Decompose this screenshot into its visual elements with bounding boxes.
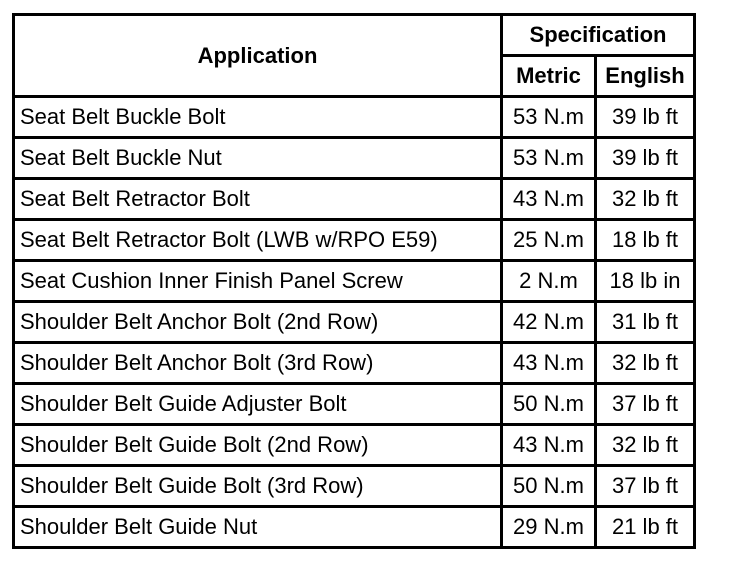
metric-cell: 50 N.m bbox=[503, 385, 594, 423]
application-cell: Shoulder Belt Anchor Bolt (2nd Row) bbox=[15, 303, 500, 341]
application-cell: Seat Belt Buckle Bolt bbox=[15, 98, 500, 136]
metric-cell: 43 N.m bbox=[503, 344, 594, 382]
application-cell: Shoulder Belt Anchor Bolt (3rd Row) bbox=[15, 344, 500, 382]
english-header: English bbox=[597, 57, 693, 95]
metric-cell: 29 N.m bbox=[503, 508, 594, 546]
table-row bbox=[15, 344, 693, 382]
english-cell: 31 lb ft bbox=[597, 303, 693, 341]
application-cell: Shoulder Belt Guide Adjuster Bolt bbox=[15, 385, 500, 423]
application-cell: Seat Belt Retractor Bolt (LWB w/RPO E59) bbox=[15, 221, 500, 259]
metric-cell: 43 N.m bbox=[503, 426, 594, 464]
application-cell: Seat Belt Buckle Nut bbox=[15, 139, 500, 177]
english-cell: 32 lb ft bbox=[597, 344, 693, 382]
english-cell: 37 lb ft bbox=[597, 467, 693, 505]
english-cell: 18 lb in bbox=[597, 262, 693, 300]
specification-header: Specification bbox=[503, 16, 693, 54]
table-row bbox=[15, 262, 693, 300]
table-row bbox=[15, 467, 693, 505]
application-cell: Seat Cushion Inner Finish Panel Screw bbox=[15, 262, 500, 300]
application-cell: Shoulder Belt Guide Bolt (3rd Row) bbox=[15, 467, 500, 505]
metric-cell: 43 N.m bbox=[503, 180, 594, 218]
application-header: Application bbox=[15, 16, 500, 95]
metric-cell: 42 N.m bbox=[503, 303, 594, 341]
table-row bbox=[15, 385, 693, 423]
metric-cell: 2 N.m bbox=[503, 262, 594, 300]
metric-cell: 53 N.m bbox=[503, 98, 594, 136]
table-row bbox=[15, 303, 693, 341]
english-cell: 21 lb ft bbox=[597, 508, 693, 546]
table-row bbox=[15, 426, 693, 464]
english-cell: 39 lb ft bbox=[597, 98, 693, 136]
metric-header: Metric bbox=[503, 57, 594, 95]
metric-cell: 25 N.m bbox=[503, 221, 594, 259]
table-row bbox=[15, 221, 693, 259]
metric-cell: 50 N.m bbox=[503, 467, 594, 505]
application-cell: Shoulder Belt Guide Nut bbox=[15, 508, 500, 546]
table-row bbox=[15, 139, 693, 177]
table-row bbox=[15, 180, 693, 218]
application-cell: Shoulder Belt Guide Bolt (2nd Row) bbox=[15, 426, 500, 464]
table-row bbox=[15, 508, 693, 546]
metric-cell: 53 N.m bbox=[503, 139, 594, 177]
table-row bbox=[15, 98, 693, 136]
english-cell: 37 lb ft bbox=[597, 385, 693, 423]
english-cell: 32 lb ft bbox=[597, 426, 693, 464]
english-cell: 32 lb ft bbox=[597, 180, 693, 218]
english-cell: 18 lb ft bbox=[597, 221, 693, 259]
english-cell: 39 lb ft bbox=[597, 139, 693, 177]
fastener-specification-table bbox=[12, 13, 696, 549]
application-cell: Seat Belt Retractor Bolt bbox=[15, 180, 500, 218]
